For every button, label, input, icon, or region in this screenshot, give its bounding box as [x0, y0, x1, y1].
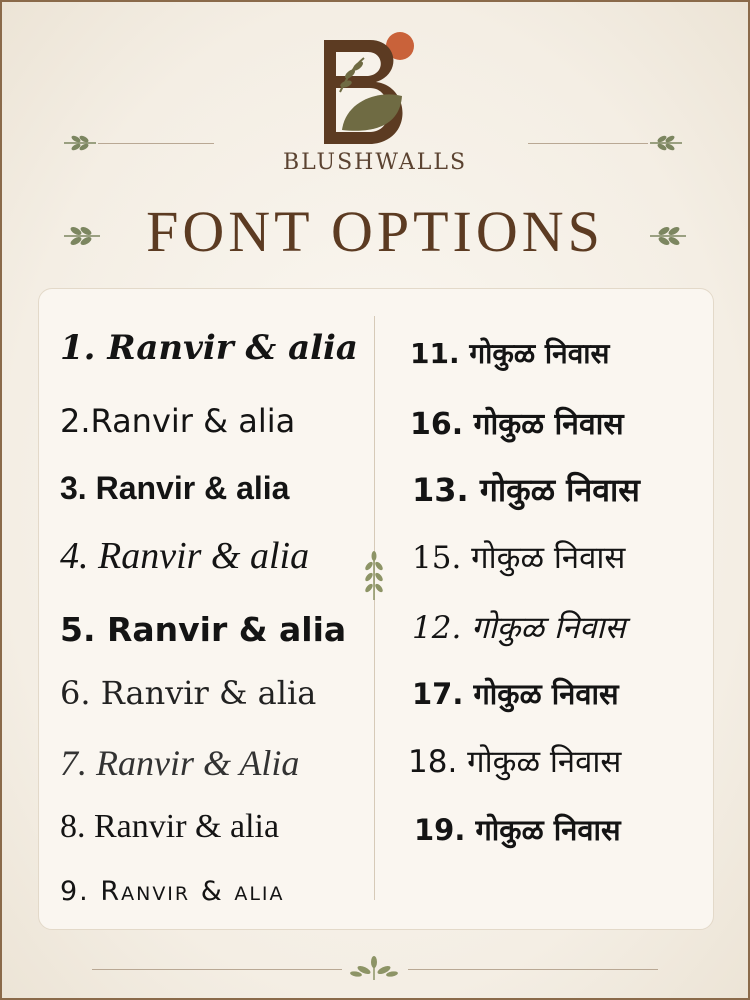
font-option-7: 7. Ranvir & Alia: [60, 743, 300, 783]
brand-name: BLUSHWALLS: [282, 150, 468, 175]
sprig-icon: [648, 226, 688, 246]
font-option-17: 17. गोकुळ निवास: [412, 677, 619, 711]
font-option-16: 16. गोकुळ निवास: [410, 407, 624, 442]
sprig-icon: [362, 550, 386, 604]
font-option-6: 6. Ranvir & alia: [60, 674, 317, 712]
font-option-19: 19. गोकुळ निवास: [414, 813, 621, 847]
top-divider-right: [528, 143, 648, 144]
bottom-divider-right: [408, 969, 658, 970]
blushwalls-logo: [310, 22, 428, 152]
bottom-divider-left: [92, 969, 342, 970]
font-option-9: 9. Ranvir & alia: [60, 876, 285, 907]
font-option-18: 18. गोकुळ निवास: [408, 744, 622, 780]
page-title: FONT OPTIONS: [146, 199, 604, 264]
top-divider-left: [98, 143, 214, 144]
font-option-3: 3. Ranvir & alia: [60, 470, 290, 506]
font-option-12: 12. गोकुळ निवास: [412, 610, 626, 646]
font-option-4: 4. Ranvir & alia: [60, 535, 310, 577]
font-option-13: 13. गोकुळ निवास: [412, 471, 640, 509]
font-option-11: 11. गोकुळ निवास: [410, 337, 610, 370]
column-separator: [374, 316, 375, 900]
font-option-2: 2.Ranvir & alia: [60, 402, 296, 440]
font-option-8: 8. Ranvir & alia: [60, 808, 280, 845]
font-option-5: 5. Ranvir & alia: [60, 610, 347, 649]
sprig-icon: [348, 954, 400, 982]
font-option-1: 1. Ranvir & alia: [60, 328, 358, 368]
font-option-15: 15. गोकुळ निवास: [412, 540, 626, 576]
